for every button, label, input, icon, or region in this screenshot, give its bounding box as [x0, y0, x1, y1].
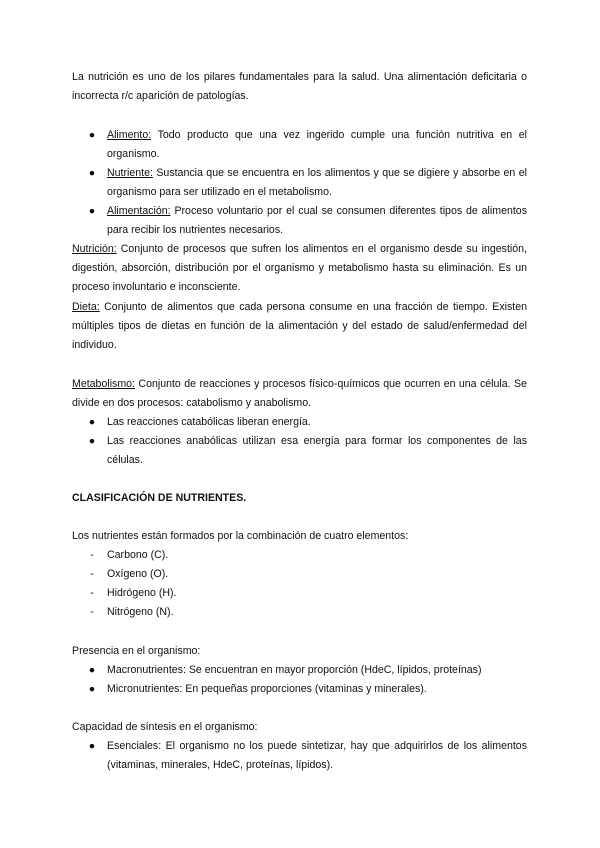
dash-bullet: - — [90, 568, 94, 580]
list-item — [72, 164, 527, 202]
definition-text: Proceso voluntario por el cual se consumen diferentes tipos de alimentos para recibir los nutrientes necesarios. — [107, 205, 527, 236]
definitions-list — [72, 126, 527, 240]
term: Metabolismo: — [72, 378, 135, 390]
intro-paragraph: La nutrición es uno de los pilares fundamentales para la salud. Una alimentación deficitaria o incorrecta r/c aparición de patologías. — [72, 71, 527, 102]
term: Dieta: — [72, 301, 100, 313]
list-item — [72, 202, 527, 240]
list-item-text: Oxígeno (O). — [107, 568, 169, 580]
list-item-text: Las reacciones anabólicas utilizan esa energía para formar los componentes de las células. — [107, 435, 527, 466]
list-item — [72, 680, 527, 699]
definition-text: Conjunto de alimentos que cada persona consume en una fracción de tiempo. Existen múltiples tipos de dietas en función de la alimentación y del estado de salud/enfermedad del individuo. — [72, 301, 527, 351]
sintesis-title: Capacidad de síntesis en el organismo: — [72, 721, 258, 733]
nutricion-paragraph — [72, 240, 527, 297]
list-item-text: Nitrógeno (N). — [107, 606, 174, 618]
bullet-icon: ● — [88, 205, 96, 217]
bullet-icon: ● — [88, 740, 96, 752]
list-item — [72, 737, 527, 775]
term: Alimento: — [107, 129, 152, 141]
elements-list — [72, 546, 527, 622]
definition-text: Conjunto de reacciones y procesos físico-químicos que ocurren en una célula. Se divide en dos procesos: catabolismo y anabolismo. — [72, 378, 527, 409]
sintesis-list — [72, 737, 527, 775]
presencia-list — [72, 661, 527, 699]
list-item — [72, 126, 527, 164]
list-item-text: Hidrógeno (H). — [107, 587, 177, 599]
list-item-text: Esenciales: El organismo no los puede sintetizar, hay que adquirirlos de los alimentos (vitaminas, minerales, HdeC, proteínas, lípidos). — [107, 740, 527, 771]
list-item — [72, 603, 527, 622]
list-item — [72, 546, 527, 565]
metabolismo-list — [72, 413, 527, 470]
list-item-text: Macronutrientes: Se encuentran en mayor proporción (HdeC, lípidos, proteínas) — [107, 664, 482, 676]
definition-text: Conjunto de procesos que sufren los alimentos en el organismo desde su ingestión, digestión, absorción, distribución por el organismo y metabolismo hasta su eliminación. Es un proceso involuntario e inconsciente. — [72, 243, 527, 293]
list-item-text: Las reacciones catabólicas liberan energía. — [107, 416, 311, 428]
term: Alimentación: — [107, 205, 171, 217]
definition-text: Todo producto que una vez ingerido cumple una función nutritiva en el organismo. — [107, 129, 527, 160]
definition-text: Sustancia que se encuentra en los alimentos y que se digiere y absorbe en el organismo para ser utilizado en el metabolismo. — [107, 167, 527, 198]
dash-bullet: - — [90, 606, 94, 618]
list-item — [72, 661, 527, 680]
bullet-icon: ● — [88, 683, 96, 695]
list-item — [72, 565, 527, 584]
bullet-icon: ● — [88, 167, 96, 179]
presencia-title: Presencia en el organismo: — [72, 645, 201, 657]
list-item — [72, 584, 527, 603]
list-item-text: Carbono (C). — [107, 549, 169, 561]
list-item — [72, 432, 527, 470]
term: Nutrición: — [72, 243, 117, 255]
term: Nutriente: — [107, 167, 153, 179]
bullet-icon: ● — [88, 129, 96, 141]
bullet-icon: ● — [88, 664, 96, 676]
dieta-paragraph — [72, 298, 527, 355]
dash-bullet: - — [90, 549, 94, 561]
list-item-text: Micronutrientes: En pequeñas proporciones (vitaminas y minerales). — [107, 683, 427, 695]
list-item — [72, 413, 527, 432]
elements-intro: Los nutrientes están formados por la combinación de cuatro elementos: — [72, 530, 409, 542]
section-heading: CLASIFICACIÓN DE NUTRIENTES. — [72, 492, 247, 504]
metabolismo-paragraph — [72, 375, 527, 413]
bullet-icon: ● — [88, 416, 96, 428]
bullet-icon: ● — [88, 435, 96, 447]
dash-bullet: - — [90, 587, 94, 599]
